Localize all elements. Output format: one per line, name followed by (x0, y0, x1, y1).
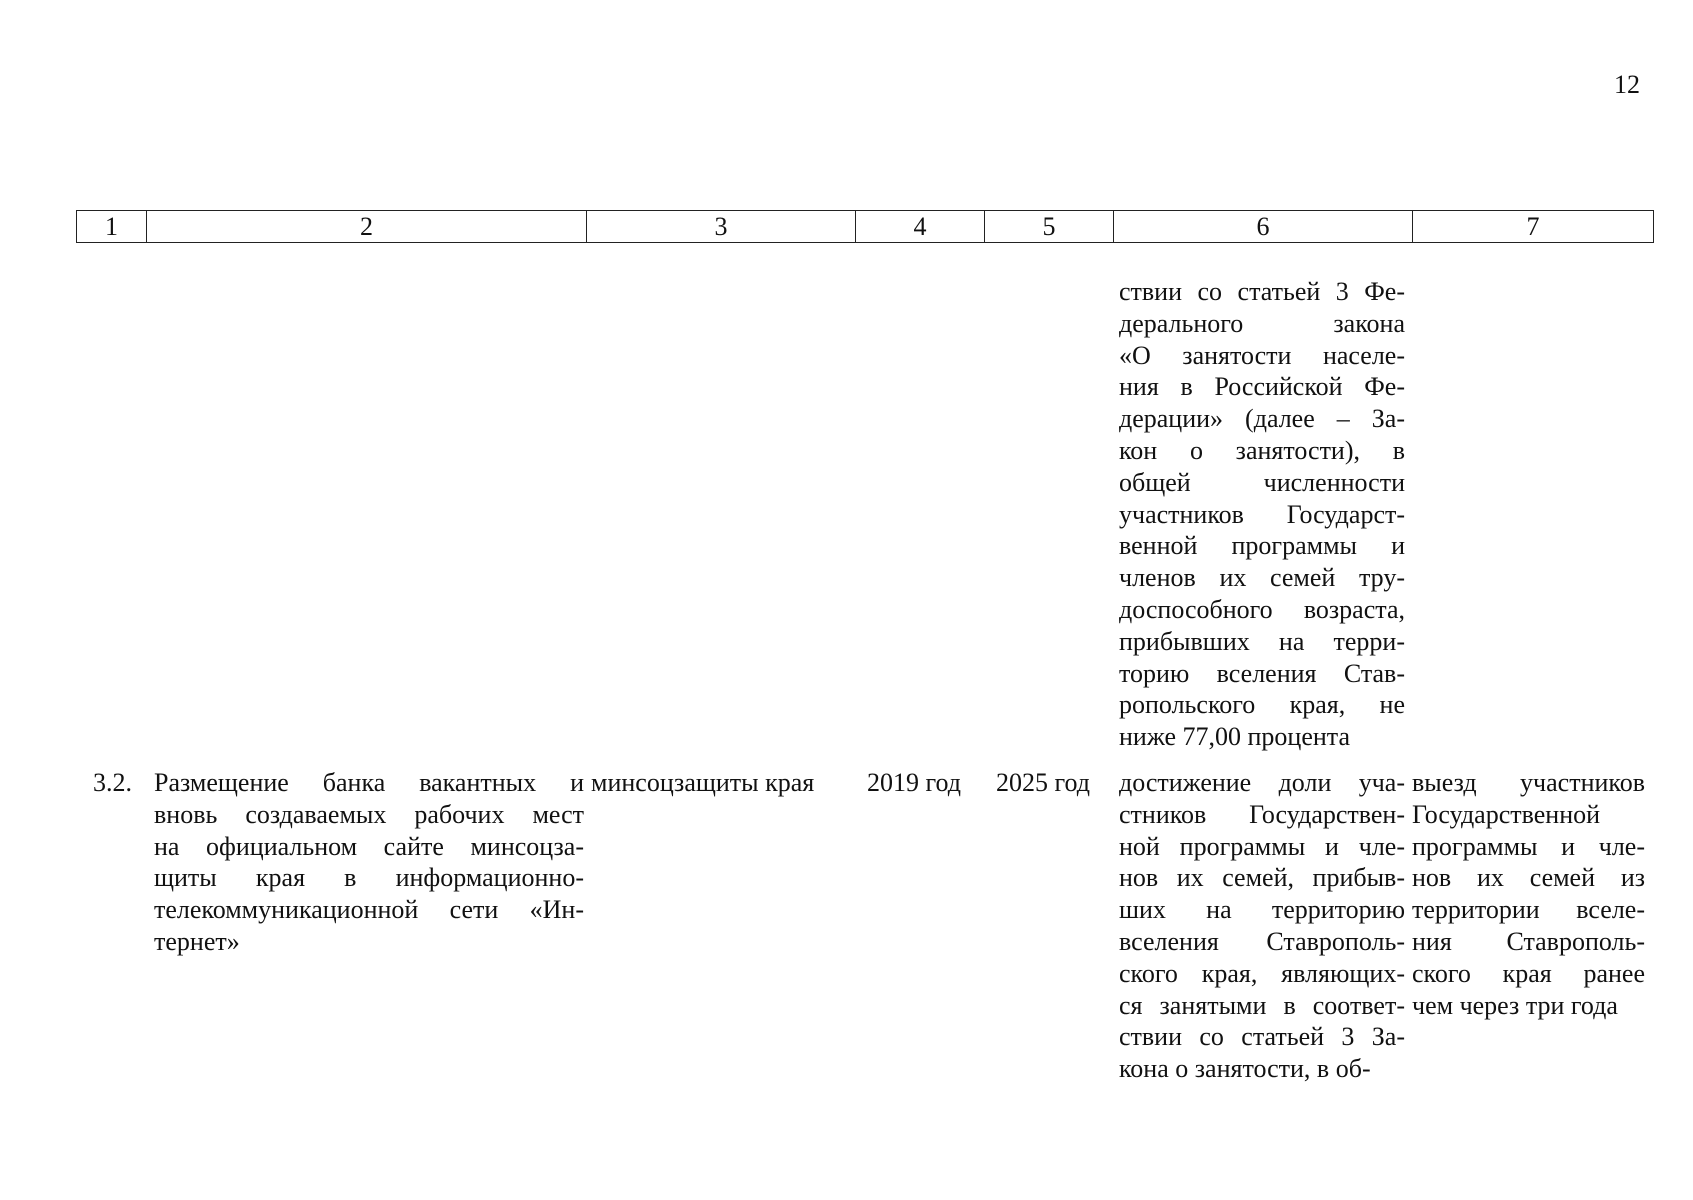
text-line: вновь создаваемых рабочих мест (154, 799, 584, 829)
row-3-2-indicator (1119, 767, 1405, 1085)
page-number: 12 (1614, 70, 1640, 99)
text-line: Государственной (1412, 799, 1601, 829)
text-line: Размещение банка вакантных и (154, 768, 584, 797)
header-col-7: 7 (1413, 211, 1654, 243)
text-line: телекоммуникационной сети «Ин- (154, 895, 584, 925)
row-3-2-end-year: 2025 год (996, 768, 1090, 797)
row-number: 3.2. (93, 768, 132, 797)
text-line: щиты края в информационно- (154, 863, 584, 893)
text-line: ния Ставрополь- (1412, 926, 1645, 956)
text-line: ния в Российской Фе- (1119, 372, 1405, 402)
text-line: ствии со статьей 3 За- (1119, 1022, 1405, 1052)
text-line: нов их семей, прибыв- (1119, 863, 1405, 893)
text-line: достижение доли уча- (1119, 768, 1405, 797)
text-line: ского края ранее (1412, 958, 1645, 988)
text-line: тернет» (154, 926, 240, 956)
text-line: ся занятыми в соответ- (1119, 990, 1405, 1020)
header-col-3: 3 (587, 211, 856, 243)
text-line: вселения Ставрополь- (1119, 926, 1405, 956)
text-line: венной программы и (1119, 531, 1405, 561)
text-line: дерации» (далее – За- (1119, 404, 1405, 434)
continuation-col6-text (1119, 276, 1405, 753)
text-line: территории вселе- (1412, 895, 1645, 925)
row-3-2-start-year: 2019 год (867, 768, 961, 797)
text-line: кона о занятости, в об- (1119, 1054, 1371, 1084)
row-3-2-responsible: минсоцзащиты края (591, 768, 815, 797)
header-col-2: 2 (147, 211, 587, 243)
text-line: нов их семей из (1412, 863, 1645, 893)
header-col-5: 5 (985, 211, 1114, 243)
text-line: членов их семей тру- (1119, 563, 1405, 593)
text-line: ского края, являющих- (1119, 958, 1405, 988)
header-row (77, 211, 1654, 243)
text-line: стников Государствен- (1119, 799, 1405, 829)
text-line: ниже 77,00 процента (1119, 722, 1350, 752)
text-line: на официальном сайте минсоцза- (154, 831, 584, 861)
text-line: дерального закона (1119, 308, 1405, 338)
text-line: участников Государст- (1119, 499, 1405, 529)
text-line: кон о занятости), в (1119, 435, 1405, 465)
text-line: ропольского края, не (1119, 690, 1405, 720)
text-line: ной программы и чле- (1119, 831, 1405, 861)
text-line: программы и чле- (1412, 831, 1645, 861)
row-3-2-description (154, 767, 584, 958)
header-col-4: 4 (856, 211, 985, 243)
header-col-1: 1 (77, 211, 147, 243)
row-3-2-risk (1412, 767, 1645, 1021)
text-line: прибывших на терри- (1119, 626, 1405, 656)
header-col-6: 6 (1114, 211, 1413, 243)
text-line: торию вселения Став- (1119, 658, 1405, 688)
text-line: общей численности (1119, 467, 1405, 497)
text-line: ших на территорию (1119, 895, 1405, 925)
text-line: выезд участников (1412, 768, 1645, 797)
column-number-header (76, 210, 1654, 243)
text-line: ствии со статьей 3 Фе- (1119, 277, 1405, 306)
text-line: доспособного возраста, (1119, 594, 1405, 624)
text-line: «О занятости населе- (1119, 340, 1405, 370)
text-line: чем через три года (1412, 990, 1618, 1020)
